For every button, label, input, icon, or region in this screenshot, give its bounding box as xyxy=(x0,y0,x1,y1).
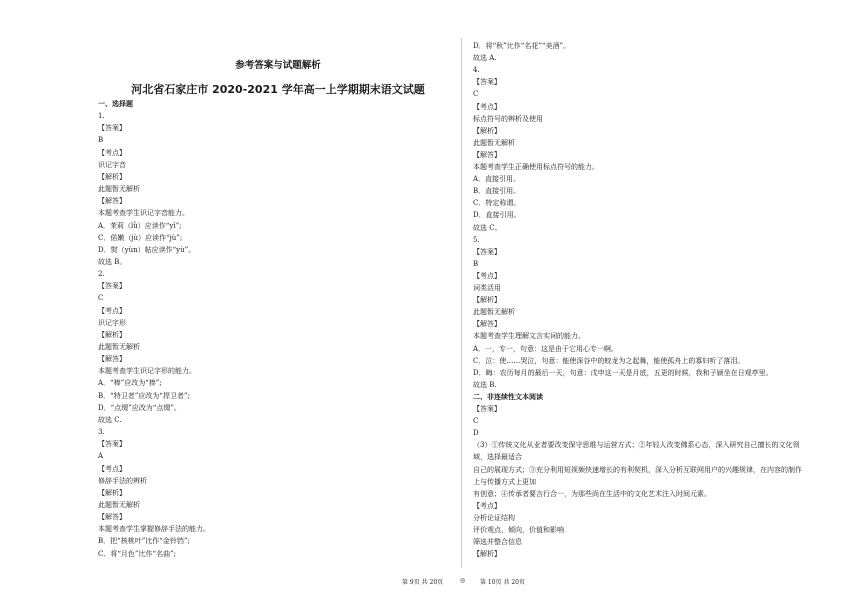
text-line: （3）①传统文化从业者要改变保守思维与运营方式；②年轻人改变佛系心态，深入研究自己擅长的文化领 xyxy=(473,441,800,450)
left-page-column xyxy=(98,0,458,608)
text-line: A．茉莉（lǜ）应读作“yì”; xyxy=(98,221,182,230)
text-line: 词类活用 xyxy=(473,284,501,292)
text-line: C xyxy=(473,417,479,426)
text-line: 【解答】 xyxy=(98,197,126,206)
text-line: 本题考查学生识记字音能力。 xyxy=(98,209,189,218)
document-title: 参考答案与试题解析 xyxy=(235,60,321,71)
text-line: 本题考查学生正确使用标点符号的能力。 xyxy=(473,163,599,171)
text-line: 【解答】 xyxy=(473,150,501,159)
text-line: 域，选择最适合 xyxy=(473,453,522,462)
text-line: D．直接引用。 xyxy=(473,211,521,220)
text-line: 故选 B。 xyxy=(98,257,127,266)
text-line: 此题暂无解析 xyxy=(473,308,515,317)
text-line: 故选 C. xyxy=(98,415,122,424)
text-line: 此题暂无解析 xyxy=(98,343,140,351)
left-page-number: 第 9页 共 20页 xyxy=(402,579,444,586)
text-line: D．“点缀”应改为“点缀”。 xyxy=(98,403,181,412)
text-line: 【考点】 xyxy=(98,306,126,315)
text-line: 本题考查学生掌握修辞手法的能力。 xyxy=(98,525,210,534)
text-line: 【答案】 xyxy=(98,124,126,133)
text-line: 【答案】 xyxy=(98,282,126,291)
text-line: 2. xyxy=(98,270,105,279)
text-line: A xyxy=(98,452,104,461)
text-line: 3. xyxy=(98,428,105,437)
text-line: 【解答】 xyxy=(98,513,126,522)
text-line: 筛选并整合信息 xyxy=(473,538,522,547)
text-line: 分析论证结构 xyxy=(473,513,515,522)
text-line: 故选 A. xyxy=(473,54,497,63)
right-page-number: 第 10页 共 20页 xyxy=(480,579,525,586)
text-line: 4. xyxy=(473,66,480,75)
text-line: 本题考查学生识记字形的能力。 xyxy=(98,367,196,376)
text-line: 此题暂无解析 xyxy=(98,185,140,194)
text-line: 【答案】 xyxy=(98,440,126,449)
text-line: 有创意；④传承者要言行合一，为那些尚在生活中的文化艺术注入时间元素。 xyxy=(473,489,711,498)
text-line: D．晦：农历每月的最后一天，句意：戊申这一天是月底，五更的时候，我和子颍坐在日观亭里。 xyxy=(473,368,773,377)
text-line: 识记字形 xyxy=(98,318,126,327)
right-page-column xyxy=(473,0,843,608)
text-line: 此题暂无解析 xyxy=(98,500,140,509)
text-line: B．直接引用。 xyxy=(473,187,521,196)
text-line: 【考点】 xyxy=(473,102,501,111)
text-line: 一、选择题 xyxy=(98,100,133,108)
text-line: B xyxy=(473,259,479,268)
text-line: 【答案】 xyxy=(473,78,501,87)
text-line: 【解析】 xyxy=(473,126,501,135)
text-line: 二、非连续性文本阅读 xyxy=(473,392,543,401)
text-line: 标点符号的辨析及使用 xyxy=(473,114,543,123)
text-line: 自己的展现方式；③充分利用短视频快速增长的有利契机，深入分析互联网用户的兴趣规律，在内容的制作 xyxy=(473,465,802,474)
text-line: 【解析】 xyxy=(473,296,501,305)
text-line: 【考点】 xyxy=(473,501,501,510)
text-line: C．偌嫩（jù）应读作“jù”; xyxy=(98,233,183,242)
text-line: 【解答】 xyxy=(473,320,501,329)
text-line: B xyxy=(98,136,104,145)
text-line: 此题暂无解析 xyxy=(473,138,515,147)
text-line: 上与传播方式上更加 xyxy=(473,477,536,486)
text-line: 【答案】 xyxy=(473,405,501,413)
text-line: 【解析】 xyxy=(98,330,126,339)
text-line: 识记字音 xyxy=(98,160,126,169)
text-line: B．把“核桃叶”比作“金铃铛”; xyxy=(98,537,190,546)
text-line: 【考点】 xyxy=(473,271,501,280)
text-line: 【答案】 xyxy=(473,247,501,256)
text-line: 【考点】 xyxy=(98,148,126,157)
text-line: B．“特卫者”应改为“捍卫者”; xyxy=(98,391,190,400)
text-line: C．泣：使……哭泣，句意：能使深谷中的蛟龙为之起舞，能使孤舟上的寡妇听了落泪。 xyxy=(473,356,745,365)
text-line: D．熨（yùn）帖应读作“yù”。 xyxy=(98,245,196,254)
text-line: A．直接引用。 xyxy=(473,175,521,184)
text-line: 【解析】 xyxy=(98,172,126,181)
text-line: 故选 B. xyxy=(473,380,497,389)
page-divider xyxy=(461,38,462,568)
text-line: 1. xyxy=(98,112,105,121)
text-line: A．一，专一，句意：这是由于它用心专一啊。 xyxy=(473,344,619,353)
footer-separator-icon: ◎ xyxy=(460,577,466,584)
text-line: C xyxy=(473,90,479,99)
text-line: D．将“秋”比作“名花”“美酒”。 xyxy=(473,42,571,50)
text-line: 【解答】 xyxy=(98,355,126,364)
text-line: 评价观点，倾向，价值和影响 xyxy=(473,526,564,534)
text-line: 修辞手法的辨析 xyxy=(98,476,147,485)
text-line: A．“棒”应改为“捧”; xyxy=(98,379,162,388)
text-line: 本题考查学生理解文言实词的能力。 xyxy=(473,332,585,341)
text-line: 【考点】 xyxy=(98,464,126,473)
text-line: 5. xyxy=(473,235,480,244)
text-line: D xyxy=(473,429,479,438)
text-line: 【解析】 xyxy=(473,550,501,559)
text-line: C．特定称谓。 xyxy=(473,199,521,208)
text-line: C xyxy=(98,294,104,303)
exam-title: 河北省石家庄市 2020-2021 学年高一上学期期末语文试题 xyxy=(131,83,425,96)
text-line: 故选 C。 xyxy=(473,223,502,232)
text-line: C．将“月色”比作“名曲”; xyxy=(98,549,177,558)
text-line: 【解析】 xyxy=(98,488,126,497)
